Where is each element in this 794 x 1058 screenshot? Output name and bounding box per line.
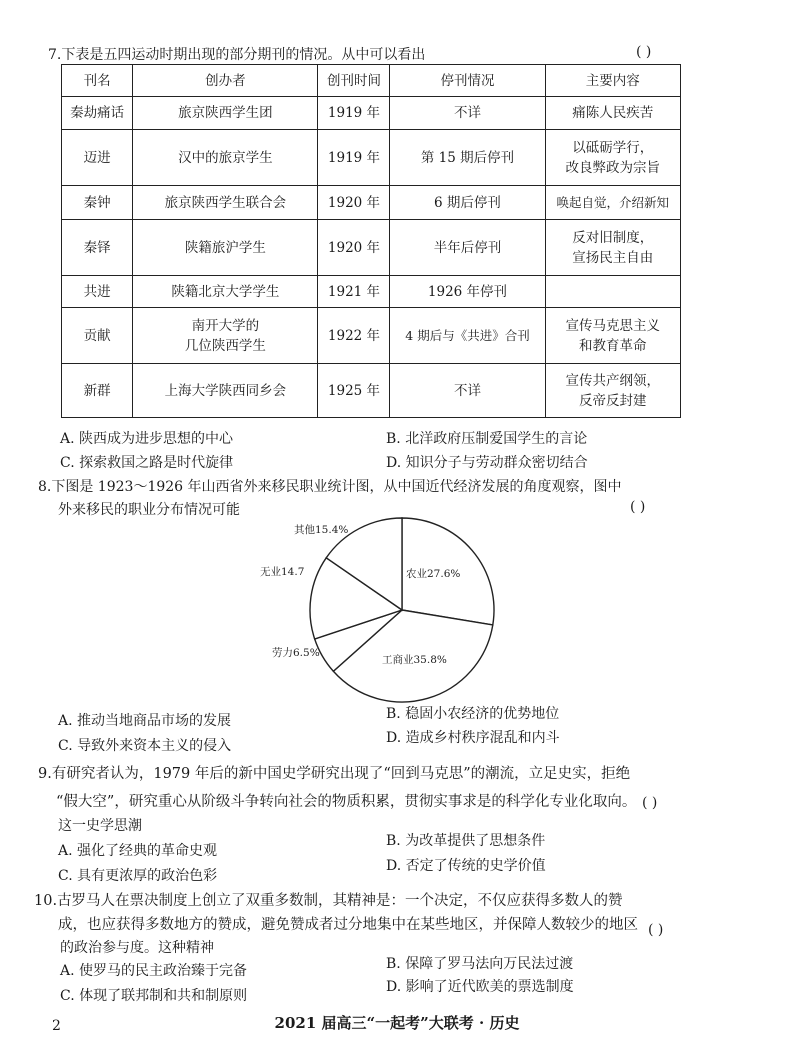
pie-label-labor: 劳力6.5%	[272, 647, 320, 659]
q7-answer-paren: ( )	[636, 44, 652, 60]
cell-content-line: 宣传马克思主义	[565, 317, 660, 334]
cell-stop: 不详	[390, 364, 545, 418]
table-row	[62, 186, 681, 220]
cell-stop: 不详	[390, 97, 545, 130]
cell-content-line: 和教育革命	[579, 337, 647, 354]
cell-name: 秦铎	[62, 220, 133, 276]
q8-answer-paren: ( )	[630, 499, 646, 515]
cell-content	[545, 364, 681, 418]
cell-date: 1922 年	[318, 308, 390, 364]
cell-founder: 陕籍北京大学学生	[133, 276, 318, 308]
cell-date: 1925 年	[318, 364, 390, 418]
cell-founder: 旅京陕西学生联合会	[133, 186, 318, 220]
q7-stem-text: 下表是五四运动时期出现的部分期刊的情况。从中可以看出	[61, 47, 426, 63]
q8-stem-text-1: 下图是 1923～1926 年山西省外来移民职业统计图，从中国近代经济发展的角度观察，图中	[51, 479, 622, 495]
q9-number: 9.	[38, 766, 52, 782]
cell-name: 秦劫痛话	[62, 97, 133, 130]
q7-number: 7.	[48, 47, 62, 63]
q10-stem-text-1: 古罗马人在票决制度上创立了双重多数制，其精神是：一个决定，不仅应获得多数人的赞	[57, 893, 623, 909]
q10-option-c: C. 体现了联邦制和共和制原则	[60, 988, 248, 1004]
pie-label-other: 其他15.4%	[294, 524, 349, 536]
page-number: 2	[52, 1018, 61, 1034]
cell-stop: 4 期后与《共进》合刊	[390, 308, 545, 364]
table-header-row	[62, 65, 681, 97]
q9-stem-line3: 这一史学思潮	[58, 818, 142, 834]
q8-number: 8.	[38, 479, 52, 495]
q8-option-d: D. 造成乡村秩序混乱和内斗	[386, 730, 560, 746]
q7-option-d: D. 知识分子与劳动群众密切结合	[386, 455, 588, 471]
cell-founder: 陕籍旅沪学生	[133, 220, 318, 276]
q9-answer-paren: ( )	[642, 795, 658, 811]
cell-content: 痛陈人民疾苦	[545, 97, 681, 130]
q10-stem-line2: 成，也应获得多数地方的赞成，避免赞成者过分地集中在某些地区，并保障人数较少的地区	[58, 917, 638, 933]
cell-date: 1920 年	[318, 186, 390, 220]
q7-option-c: C. 探索救国之路是时代旋律	[60, 455, 234, 471]
pie-label-commerce: 工商业35.8%	[382, 654, 447, 666]
cell-founder-line: 南开大学的	[191, 317, 260, 334]
cell-name: 新群	[62, 364, 133, 418]
q8-option-a: A. 推动当地商品市场的发展	[58, 713, 232, 729]
cell-name: 秦钟	[62, 186, 133, 220]
cell-content-line: 反帝反封建	[579, 392, 647, 409]
q7-stem	[48, 44, 425, 64]
col-header-founder: 创办者	[133, 65, 318, 97]
q9-option-d: D. 否定了传统的史学价值	[386, 858, 546, 874]
pie-label-unemployed: 无业14.7	[260, 566, 305, 578]
cell-date: 1920 年	[318, 220, 390, 276]
cell-date: 1919 年	[318, 130, 390, 186]
cell-founder: 旅京陕西学生团	[133, 97, 318, 130]
q7-option-a: A. 陕西成为进步思想的中心	[60, 431, 234, 447]
periodicals-table	[61, 64, 681, 418]
q10-option-d: D. 影响了近代欧美的票选制度	[386, 979, 574, 995]
col-header-date: 创刊时间	[318, 65, 390, 97]
table-row	[62, 276, 681, 308]
cell-content-line: 反对旧制度，	[572, 229, 654, 246]
cell-name: 迈进	[62, 130, 133, 186]
cell-content	[545, 130, 681, 186]
q9-stem-line2: “假大空”，研究重心从阶级斗争转向社会的物质积累，贯彻实事求是的科学化专业化取向。	[56, 794, 637, 810]
table-row	[62, 130, 681, 186]
table-row	[62, 308, 681, 364]
cell-content-line: 改良弊政为宗旨	[565, 159, 660, 176]
cell-founder: 汉中的旅京学生	[133, 130, 318, 186]
cell-content	[545, 276, 681, 308]
q10-stem-line3: 的政治参与度。这种精神	[60, 940, 214, 956]
cell-stop: 第 15 期后停刊	[390, 130, 545, 186]
q10-number: 10.	[34, 893, 58, 909]
cell-founder-line: 几位陕西学生	[184, 337, 266, 354]
cell-content	[545, 220, 681, 276]
cell-stop: 1926 年停刊	[390, 276, 545, 308]
table-row	[62, 364, 681, 418]
cell-content-line: 宣扬民主自由	[572, 249, 654, 266]
cell-stop: 半年后停刊	[390, 220, 545, 276]
cell-content-line: 宣传共产纲领，	[565, 372, 660, 389]
cell-date: 1921 年	[318, 276, 390, 308]
q10-answer-paren: ( )	[648, 922, 664, 938]
cell-founder: 上海大学陕西同乡会	[133, 364, 318, 418]
q8-stem-line1	[38, 476, 622, 496]
cell-date: 1919 年	[318, 97, 390, 130]
pie-label-agriculture: 农业27.6%	[406, 568, 461, 580]
cell-name: 共进	[62, 276, 133, 308]
cell-content	[545, 308, 681, 364]
q9-option-c: C. 具有更浓厚的政治色彩	[58, 868, 218, 884]
q9-option-a: A. 强化了经典的革命史观	[58, 843, 218, 859]
q9-stem-line1	[38, 762, 630, 783]
col-header-name: 刊名	[62, 65, 133, 97]
q8-stem-line2: 外来移民的职业分布情况可能	[58, 502, 240, 518]
cell-founder	[133, 308, 318, 364]
migrant-occupation-pie-chart	[260, 515, 520, 705]
q9-stem-text-1: 有研究者认为，1979 年后的新中国史学研究出现了“回到马克思”的潮流，立足史实，拒绝	[51, 766, 631, 782]
q10-stem-line1	[34, 889, 623, 910]
table-row	[62, 220, 681, 276]
q7-option-b: B. 北洋政府压制爱国学生的言论	[386, 431, 588, 447]
cell-name: 贡献	[62, 308, 133, 364]
table-row	[62, 97, 681, 130]
q8-option-b: B. 稳固小农经济的优势地位	[386, 706, 560, 722]
q8-option-c: C. 导致外来资本主义的侵入	[58, 738, 232, 754]
q10-option-a: A. 使罗马的民主政治臻于完备	[60, 963, 248, 979]
cell-content-line: 以砥砺学行，	[572, 139, 654, 156]
cell-stop: 6 期后停刊	[390, 186, 545, 220]
col-header-stop: 停刊情况	[390, 65, 545, 97]
col-header-content: 主要内容	[545, 65, 681, 97]
q9-option-b: B. 为改革提供了思想条件	[386, 833, 546, 849]
cell-content: 唤起自觉，介绍新知	[545, 186, 681, 220]
pie-slices	[310, 518, 494, 702]
q10-option-b: B. 保障了罗马法向万民法过渡	[386, 956, 574, 972]
exam-footer-title: 2021 届高三“一起考”大联考 · 历史	[274, 1014, 520, 1032]
